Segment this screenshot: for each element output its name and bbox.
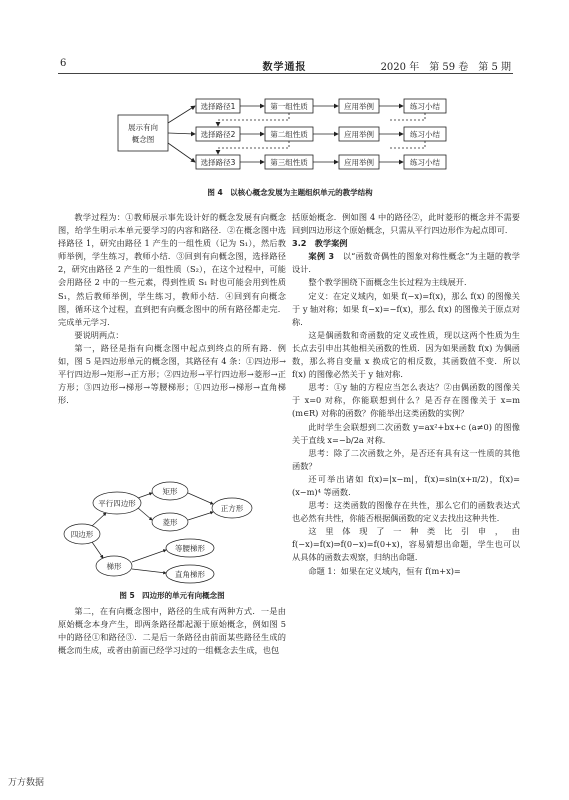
example-label: 案例 3 bbox=[308, 251, 335, 262]
fig4-path-2: 选择路径2 bbox=[200, 130, 236, 139]
fig5-node-trapezoid: 梯形 bbox=[106, 562, 122, 571]
example-text: 以“函数奇偶性的图象对称性概念”为主题的教学设计． bbox=[292, 251, 520, 275]
paragraph: 命题 1：如果在定义域内，恒有 f(m+x)= bbox=[308, 565, 461, 576]
figure-5-caption: 图 5 四边形的单元有向概念图 bbox=[119, 591, 225, 600]
left-column-bottom bbox=[58, 605, 286, 657]
fig4-apply-1: 应用举例 bbox=[344, 102, 374, 111]
fig5-node-square: 正方形 bbox=[220, 504, 244, 513]
paragraph: 第二，在有向概念图中，路径的生成有两种方式．一是由原始概念本身产生，即两条路径都起源于原始概念，例如图 5 中的路径①和路径③．二是后一条路径由前面某些路径生成的概念而生成，或者由前面已经学习过的一组概念去生成，也包 bbox=[58, 606, 286, 656]
paragraph: 这是偶函数和奇函数的定义或性质，现以这两个性质为生长点去引申出其他相关函数的性质．因为如果函数 f(x) 为偶函数，那么将自变量 x 换成它的相反数，其函数值不变．所以 f(x) 的图像必然关于 y 轴对称． bbox=[292, 329, 520, 380]
paragraph: 要说明两点： bbox=[74, 329, 124, 340]
example-paragraph bbox=[292, 250, 520, 276]
paragraph: 此时学生会联想到二次函数 y=ax²+bx+c (a≠0) 的图像关于直线 x=−b/2a 对称． bbox=[292, 421, 520, 445]
fig4-prop-3: 第三组性质 bbox=[270, 158, 308, 167]
fig4-practice-2: 练习小结 bbox=[410, 130, 440, 139]
figure-4-caption: 图 4 以核心概念发展为主题组织单元的教学结构 bbox=[207, 188, 373, 197]
right-column bbox=[292, 211, 520, 578]
fig4-path-3: 选择路径3 bbox=[200, 158, 236, 167]
issue-info: 2020 年 第 59 卷 第 5 期 bbox=[380, 62, 511, 73]
header-rule bbox=[58, 73, 513, 74]
fig4-prop-2: 第二组性质 bbox=[270, 130, 308, 139]
figure-4-diagram bbox=[108, 93, 468, 175]
fig4-root-line2: 概念图 bbox=[131, 135, 155, 144]
fig4-prop-1: 第一组性质 bbox=[270, 102, 308, 111]
fig5-node-rectangle: 矩形 bbox=[162, 487, 178, 496]
paragraph: 定义：在定义域内，如果 f(−x)=f(x)，那么 f(x) 的图像关于 y 轴对称；如果 f(−x)=−f(x)，那么 f(x) 的图像关于原点对称． bbox=[292, 290, 520, 327]
paragraph: 第一，路径是指有向概念图中起点到终点的所有路．例如，图 5 是四边形单元的概念图，其路径有 4 条：①四边形→平行四边形→矩形→正方形；②四边形→平行四边形→菱形→正方形；③四边形→梯形→等腰梯形；①四边形→梯形→直角梯形． bbox=[58, 342, 286, 406]
fig5-node-parallelogram: 平行四边形 bbox=[98, 499, 136, 508]
paragraph: 教学过程为：①教师展示事先设计好的概念发展有向概念图，给学生明示本单元要学习的内容和路径．②在概念图中选择路径 1，研究由路径 1 产生的一组性质（记为 S₁），然后教师举例，学生练习，教师小结．③回到有向概念图，选择路径 2，研究由路径 2 产生的一组性质（S₂），在这个过程中，可能会用路径 2 中的一些元素，得到性质 S₁ 时也可能会用到性质 S₁，然后教师举例，学生练习，教师小结．④回到有向概念图，循环这个过程，直到把有向概念图中的所有路径都走完．完成单元学习． bbox=[58, 212, 286, 327]
fig4-practice-1: 练习小结 bbox=[410, 102, 440, 111]
footer-watermark: 万方数据 bbox=[8, 778, 45, 788]
fig5-node-quadrilateral: 四边形 bbox=[70, 530, 94, 539]
section-heading: 3.2 教学案例 bbox=[292, 238, 348, 249]
page-number: 6 bbox=[60, 58, 67, 69]
paragraph: 思考：除了二次函数之外，是否还有具有这一性质的其他函数？ bbox=[292, 447, 520, 471]
fig4-apply-2: 应用举例 bbox=[344, 130, 374, 139]
fig5-node-right-trapezoid: 直角梯形 bbox=[175, 570, 205, 579]
paragraph: 整个教学围绕下面概念生长过程为主线展开． bbox=[308, 277, 473, 288]
left-column-top bbox=[58, 211, 286, 407]
paragraph: 括原始概念．例如图 4 中的路径②，此时菱形的概念并不需要回到四边形这个原始概念，只需从平行四边形作为起点即可． bbox=[292, 212, 520, 236]
paragraph: 这里体现了一种类比引申，由 f(−x)=f(x)⇒f(0−x)=f(0+x)，容易猜想出命题，学生也可以从具体的函数去观察，归纳出命题． bbox=[292, 526, 520, 563]
journal-title: 数学通报 bbox=[262, 62, 307, 73]
paragraph: 思考：这类函数的图像存在共性，那么它们的函数表达式也必然有共性，你能否根据偶函数的定义去找出这种共性． bbox=[292, 500, 520, 524]
paragraph: 思考：①y 轴的方程应当怎么表达？②由偶函数的图像关于 x=0 对称，你能联想到什么？是否存在图像关于 x=m (m∈R) 对称的函数？你能举出这类函数的实例？ bbox=[292, 382, 520, 419]
fig4-root-line1: 展示有向 bbox=[128, 123, 158, 132]
figure-5-diagram bbox=[62, 480, 282, 585]
fig4-path-1: 选择路径1 bbox=[200, 102, 236, 111]
fig4-apply-3: 应用举例 bbox=[344, 158, 374, 167]
fig5-node-rhombus: 菱形 bbox=[162, 518, 178, 527]
fig4-practice-3: 练习小结 bbox=[410, 158, 440, 167]
fig5-node-isosceles-trapezoid: 等腰梯形 bbox=[175, 544, 205, 553]
paragraph: 还可举出诸如 f(x)=|x−m|，f(x)=sin(x+π/2)，f(x)=(x−m)⁴ 等函数． bbox=[292, 473, 520, 497]
